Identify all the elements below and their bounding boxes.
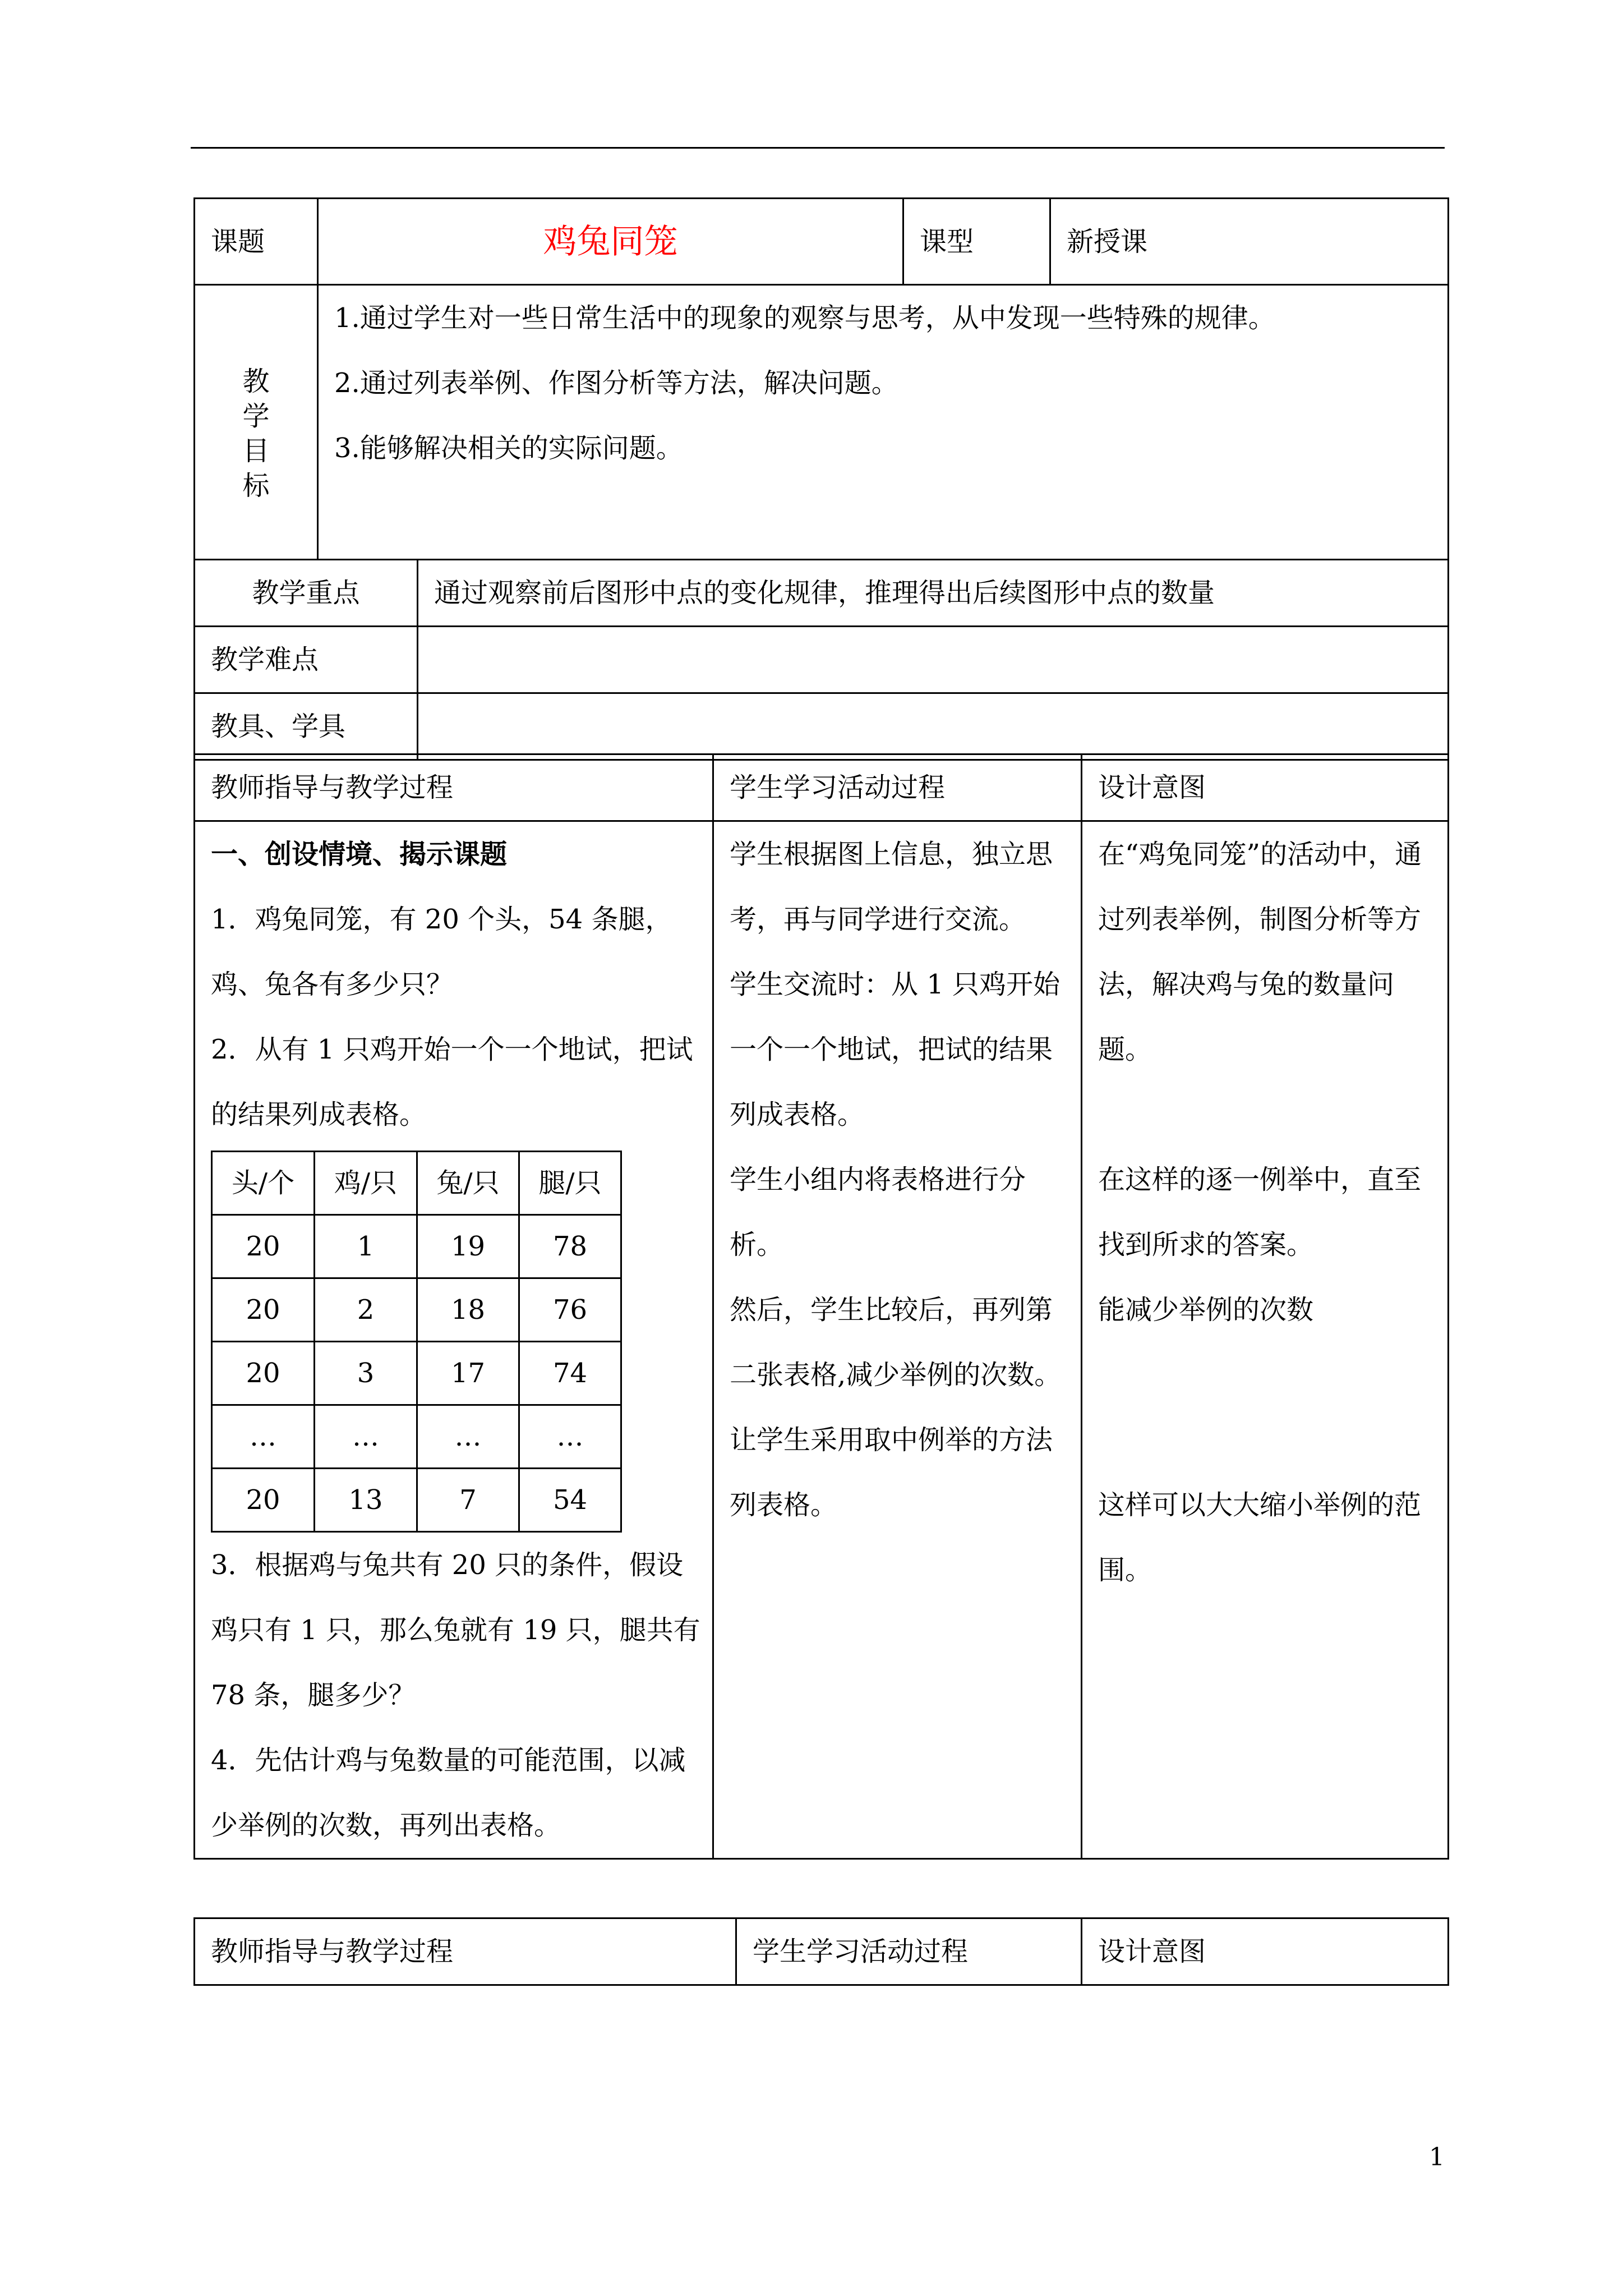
trial-header: 腿/只 bbox=[519, 1152, 621, 1215]
trial-cell: 20 bbox=[212, 1469, 315, 1532]
goals-cell bbox=[318, 285, 1449, 560]
teacher-paragraph: 4．先估计鸡与兔数量的可能范围，以减少举例的次数，再列出表格。 bbox=[211, 1745, 686, 1841]
trial-cell: 74 bbox=[519, 1342, 621, 1405]
table-row bbox=[212, 1278, 621, 1342]
design-paragraph: 在这样的逐一例举中，直至找到所求的答案。 bbox=[1098, 1164, 1422, 1260]
trial-cell: 3 bbox=[315, 1342, 417, 1405]
teacher-process-cell bbox=[195, 821, 713, 1859]
goals-label-cell bbox=[195, 285, 318, 560]
design-paragraph: 能减少举例的次数 bbox=[1098, 1294, 1314, 1326]
teacher-paragraph: 1．鸡兔同笼，有 20 个头，54 条腿，鸡、兔各有多少只？ bbox=[211, 904, 672, 1000]
trial-cell: 19 bbox=[417, 1215, 519, 1278]
goal-item: 2.通过列表举例、作图分析等方法，解决问题。 bbox=[334, 367, 898, 399]
goal-item: 1.通过学生对一些日常生活中的现象的观察与思考，从中发现一些特殊的规律。 bbox=[334, 302, 1275, 334]
teacher-paragraph: 2．从有 1 只鸡开始一个一个地试，把试的结果列成表格。 bbox=[211, 1034, 693, 1130]
student-paragraph: 学生交流时：从 1 只鸡开始一个一个地试，把试的结果列成表格。 bbox=[730, 969, 1061, 1130]
trial-cell: 20 bbox=[212, 1278, 315, 1342]
table-row bbox=[212, 1342, 621, 1405]
footer-col-teacher: 教师指导与教学过程 bbox=[195, 1918, 736, 1985]
lesson-info-table bbox=[193, 197, 1449, 761]
trial-cell: 2 bbox=[315, 1278, 417, 1342]
topic-label: 课题 bbox=[195, 199, 318, 285]
student-paragraph: 学生根据图上信息，独立思考，再与同学进行交流。 bbox=[730, 839, 1053, 935]
continuation-table bbox=[193, 1917, 1449, 1986]
topic-title: 鸡兔同笼 bbox=[318, 199, 903, 285]
trial-table bbox=[211, 1151, 622, 1533]
trial-header: 兔/只 bbox=[417, 1152, 519, 1215]
type-label: 课型 bbox=[903, 199, 1050, 285]
table-row bbox=[212, 1215, 621, 1278]
trial-cell: … bbox=[519, 1405, 621, 1469]
table-row bbox=[212, 1469, 621, 1532]
design-intent-cell bbox=[1082, 821, 1449, 1859]
student-paragraph: 让学生采用取中例举的方法列表格。 bbox=[730, 1424, 1053, 1521]
footer-col-design: 设计意图 bbox=[1082, 1918, 1449, 1985]
trial-cell: 20 bbox=[212, 1342, 315, 1405]
trial-cell: 54 bbox=[519, 1469, 621, 1532]
trial-cell: 1 bbox=[315, 1215, 417, 1278]
design-paragraph: 这样可以大大缩小举例的范围。 bbox=[1098, 1489, 1422, 1586]
goals-label: 教学目标 bbox=[242, 366, 270, 501]
teacher-paragraph: 3．根据鸡与兔共有 20 只的条件，假设鸡只有 1 只，那么兔就有 19 只，腿共有 78 条，腿多少？ bbox=[211, 1549, 700, 1711]
table-row bbox=[212, 1405, 621, 1469]
key-value: 通过观察前后图形中点的变化规律，推理得出后续图形中点的数量 bbox=[418, 560, 1449, 627]
design-paragraph: 在“鸡兔同笼”的活动中，通过列表举例，制图分析等方法，解决鸡与兔的数量问题。 bbox=[1098, 839, 1422, 1065]
trial-cell: 17 bbox=[417, 1342, 519, 1405]
key-label: 教学重点 bbox=[195, 560, 418, 627]
trial-cell: 76 bbox=[519, 1278, 621, 1342]
trial-cell: … bbox=[212, 1405, 315, 1469]
trial-cell: 13 bbox=[315, 1469, 417, 1532]
difficulty-label: 教学难点 bbox=[195, 627, 418, 693]
header-rule bbox=[191, 147, 1445, 149]
trial-cell: 7 bbox=[417, 1469, 519, 1532]
difficulty-value bbox=[418, 627, 1449, 693]
trial-cell: 78 bbox=[519, 1215, 621, 1278]
col-student-header: 学生学习活动过程 bbox=[713, 754, 1082, 821]
goal-item: 3.能够解决相关的实际问题。 bbox=[334, 432, 683, 464]
trial-cell: … bbox=[417, 1405, 519, 1469]
trial-header: 鸡/只 bbox=[315, 1152, 417, 1215]
section-title: 一、创设情境、揭示课题 bbox=[211, 839, 508, 870]
process-table bbox=[193, 753, 1449, 1860]
trial-cell: 18 bbox=[417, 1278, 519, 1342]
student-activity-cell bbox=[713, 821, 1082, 1859]
tools-value bbox=[418, 693, 1449, 760]
student-paragraph: 然后，学生比较后，再列第二张表格,减少举例的次数。 bbox=[730, 1294, 1062, 1391]
student-paragraph: 学生小组内将表格进行分析。 bbox=[730, 1164, 1026, 1260]
type-value: 新授课 bbox=[1050, 199, 1449, 285]
trial-header: 头/个 bbox=[212, 1152, 315, 1215]
trial-cell: 20 bbox=[212, 1215, 315, 1278]
col-teacher-header: 教师指导与教学过程 bbox=[195, 754, 713, 821]
page-number: 1 bbox=[1429, 2143, 1445, 2171]
trial-cell: … bbox=[315, 1405, 417, 1469]
footer-col-student: 学生学习活动过程 bbox=[736, 1918, 1082, 1985]
tools-label: 教具、学具 bbox=[195, 693, 418, 760]
col-design-header: 设计意图 bbox=[1082, 754, 1449, 821]
